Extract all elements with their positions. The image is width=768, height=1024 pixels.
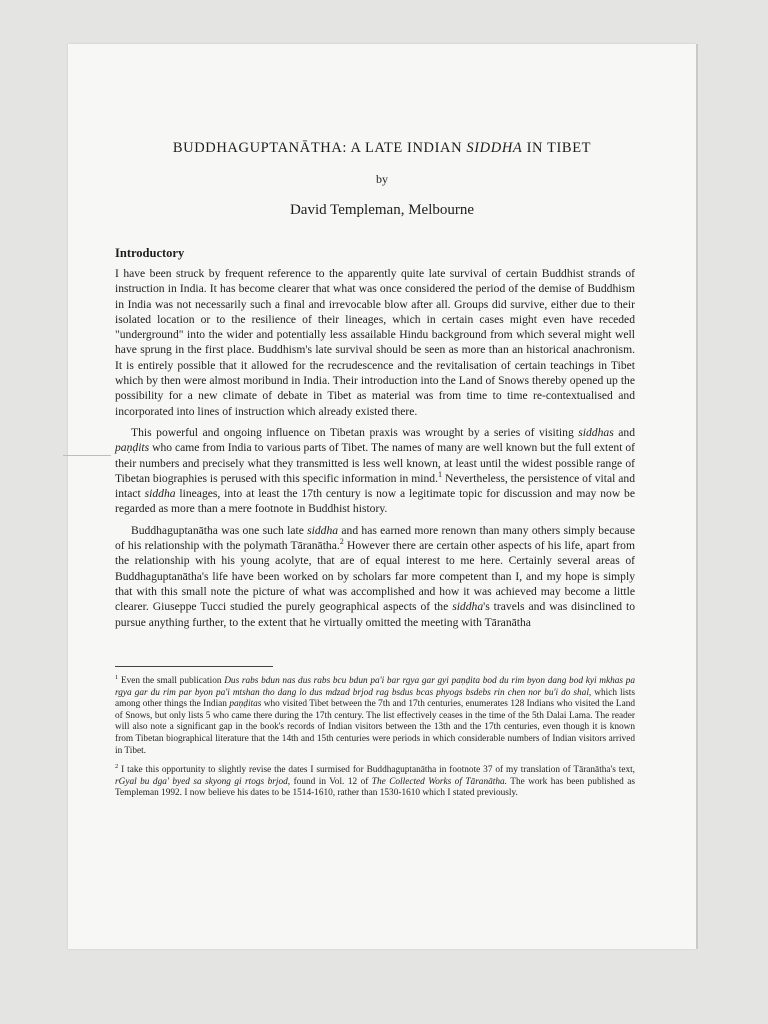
body-text [115, 266, 635, 636]
author-name: David Templeman, Melbourne [289, 202, 475, 218]
page-edge [696, 44, 698, 949]
footnote-ref-2[interactable]: 2 [339, 537, 344, 547]
section-heading: Introductory [115, 246, 185, 260]
footnotes [115, 673, 636, 808]
paragraph-2: This powerful and ongoing influence on Tibetan praxis was wrought by a series of visiting siddhas and paṇḍits who came from India to various parts of Tibet. The names of many are well known but the full extent of their numbers and precisely what they transmitted is less well known, at least until the widest possible range of Tibetan biographies is perused with this specific information in mind.$^1$ Nevertheless, the persistence of vital and intact siddha lineages, into at least the 17th century is now a legitimate topic for discussion and may now be regarded as more than a mere footnote in Buddhist history. [115, 425, 635, 516]
paper-title: BUDDHAGUPTANĀTHA: A LATE INDIAN SIDDHA IN TIBET [172, 140, 592, 156]
footnote-2: $^2$ I take this opportunity to slightly revise the dates I surmised for Buddhaguptanātha in footnote 37 of my translation of Tāranātha's text, rGyal bu dga' byed sa skyong gi rtogs brjod, found in Vol. 12 of The Collected Works of Tāranātha. The work has been published as Templeman 1992. I now believe his dates to be 1514-1610, rather than 1530-1610 which I stated previously. [115, 763, 636, 799]
footnote-1: $^1$ Even the small publication Dus rabs bdun nas dus rabs bcu bdun pa'i bar rgya gar gyi paṇḍita bod du rim byon dang bod kyi mkhas pa rgya gar du rim par byon pa'i mtshan tho dang lo dus mdzad brjod rag bsdus bcas phyogs bsdebs rin chen nor bu'i do shal, which lists among other things the Indian paṇḍitas who visited Tibet between the 7th and 17th centuries, enumerates 128 Indians who visited the Land of Snows, but only lists 5 who came there during the 17th century. The list effectively ceases in the time of the 5th Dalai Lama. The reader will also note a significant gap in the book's records of Indian visitors between the 13th and the 17th centuries, even though it is known from Tibetan biographical literature that the 14th and 15th centuries were periods in which considerable numbers of Indian visitors arrived in Tibet. [115, 673, 636, 756]
footnote-divider [115, 666, 273, 667]
byline: by [376, 172, 388, 186]
scan-mark [63, 455, 111, 456]
document-page [68, 44, 696, 949]
paragraph-1: I have been struck by frequent reference to the apparently quite late survival of certain Buddhist strands of instruction in India. It has become clearer that what was once considered the period of the demise of Buddhism in India was not necessarily such a final and irrevocable blow after all. Groups did survive, either due to their isolated location or to the resilience of their lineages, which in certain cases might even have receded "underground" into the wider and potentially less assailable Hindu background from which several might well have sprung in the first place. Buddhism's late survival should be seen as more than an historical anachronism. It is entirely possible that it allowed for the recrudescence and the revitalisation of certain teachings in Tibet which by then were almost moribund in India. Their introduction into the Land of Snows thereby opened up the possibility for a new climate of debate in Tibet as material was from time to time re-contextualised and incorporated into lines of instruction which already existed there. [115, 267, 635, 418]
paragraph-3: Buddhaguptanātha was one such late siddha and has earned more renown than many others simply because of his relationship with the polymath Tāranātha.$^2$ However there are certain other aspects of his life, apart from the relationship with his young acolyte, that are of equal interest to me here. Certainly several areas of Buddhaguptanātha's life have been worked on by scholars far more competent than I, and my hope is simply that with this small note the picture of what was accomplished and how it was achieved may become a little clearer. Giuseppe Tucci studied the purely geographical aspects of the siddha's travels and was disinclined to pursue anything further, to the extent that he virtually omitted the meeting with Tāranātha [115, 523, 635, 629]
footnote-ref-1[interactable]: 1 [438, 470, 443, 479]
